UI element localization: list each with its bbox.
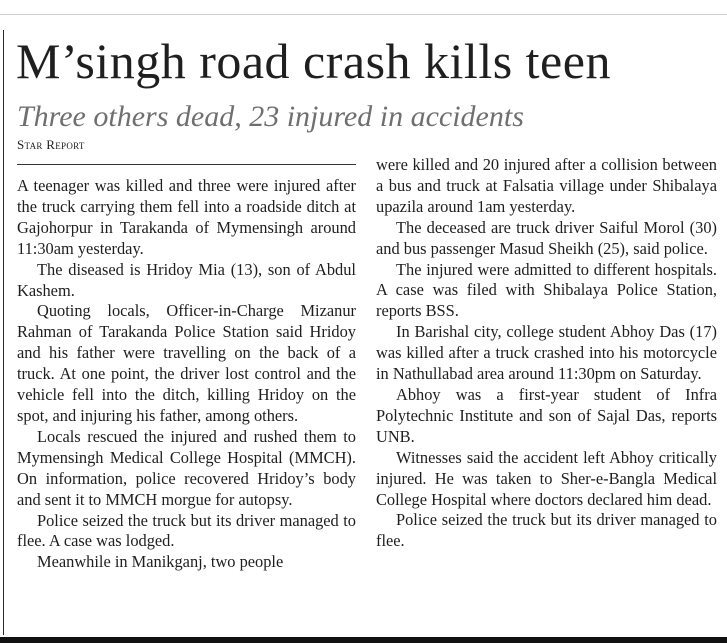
paragraph: In Barishal city, college student Abhoy Das (17) was killed after a truck crashed into his motorcycle in Nathullabad area around 11:30pm on Saturday.	[376, 322, 717, 384]
clipping-left-border	[3, 30, 4, 635]
paragraph: Abhoy was a first-year student of Infra Polytechnic Institute and son of Sajal Das, reports UNB.	[376, 384, 717, 446]
paragraph: were killed and 20 injured after a collision between a bus and truck at Falsatia village under Shibalaya upazila around 1am yesterday.	[376, 155, 717, 216]
paragraph: The diseased is Hridoy Mia (13), son of Abdul Kashem.	[17, 259, 356, 300]
article-column-right	[376, 155, 717, 552]
paragraph: The injured were admitted to different hospitals. A case was filed with Shibalaya Police Station, reports BSS.	[376, 259, 717, 321]
subheadline: Three others dead, 23 injured in accidents	[17, 100, 524, 133]
paragraph: Police seized the truck but its driver managed to flee. A case was lodged.	[17, 510, 356, 551]
paragraph: Locals rescued the injured and rushed them to Mymensingh Medical College Hospital (MMCH). On information, police recovered Hridoy’s body and sent it to MMCH morgue for autopsy.	[17, 426, 356, 509]
paragraph: Meanwhile in Manikganj, two people	[37, 552, 284, 572]
byline: Star Report	[17, 137, 85, 152]
paragraph: Police seized the truck but its driver managed to flee.	[376, 510, 717, 551]
paragraph: The deceased are truck driver Saiful Morol (30) and bus passenger Masud Sheikh (25), said police.	[376, 217, 717, 258]
byline-rule	[17, 164, 356, 165]
paragraph: A teenager was killed and three were injured after the truck carrying them fell into a roadside ditch at Gajohorpur in Tarakanda of Mymensingh around 11:30am yesterday.	[17, 176, 356, 258]
paragraph: Quoting locals, Officer-in-Charge Mizanur Rahman of Tarakanda Police Station said Hridoy and his father were travelling on the back of a truck. At one point, the driver lost control and the vehicle fell into the ditch, killing Hridoy on the spot, and injuring his father, among others.	[17, 301, 356, 425]
page-top-rule	[0, 14, 727, 15]
headline: M’singh road crash kills teen	[16, 33, 611, 89]
paragraph: Witnesses said the accident left Abhoy critically injured. He was taken to Sher-e-Bangla Medical College Hospital where doctors declared him dead.	[376, 447, 717, 509]
article-column-left	[17, 176, 356, 573]
clipping-bottom-edge	[0, 637, 727, 643]
